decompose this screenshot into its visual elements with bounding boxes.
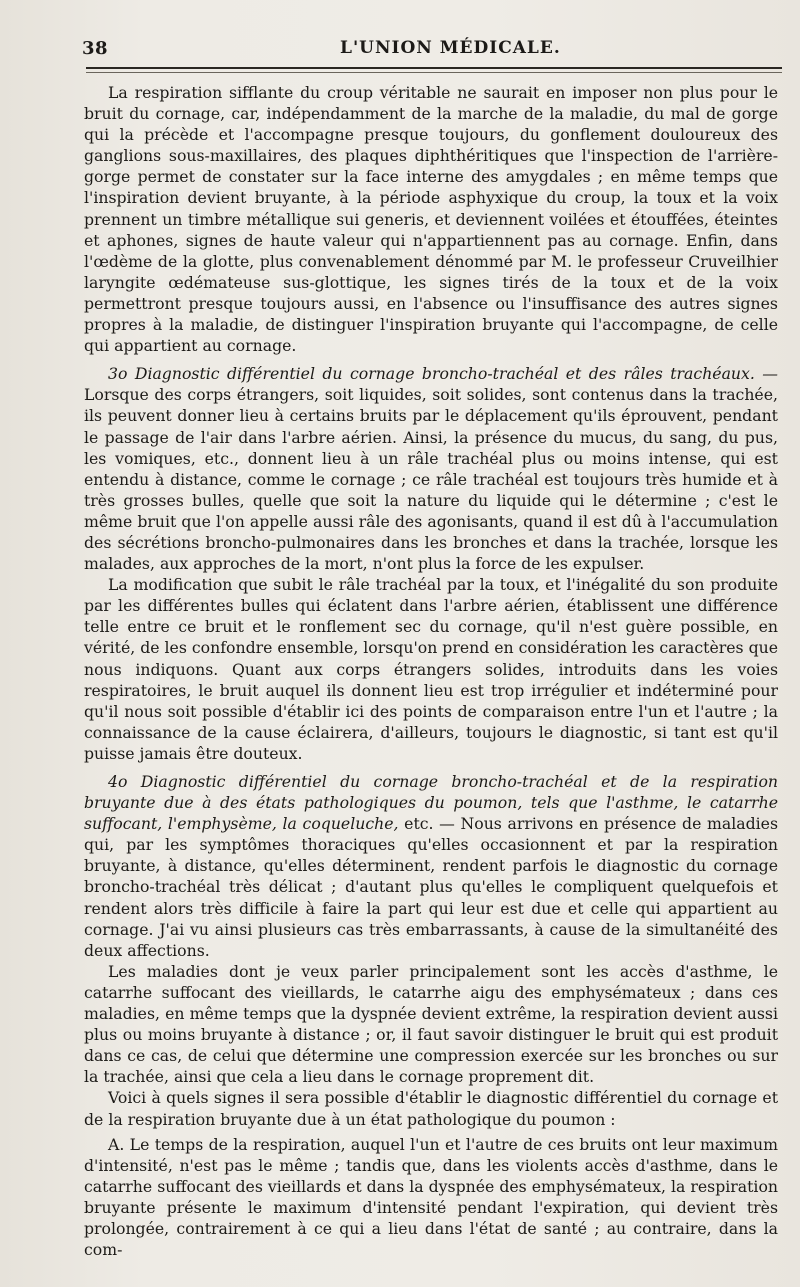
paragraph-text: etc. — Nous arrivons en présence de maladies qui, par les symptômes thoraciques qu'elles occasionnent et par la respiration bruyante, à distance, qu'elles déterminent, rendent parfois le diagnostic du cornage broncho-trachéal très délicat ; d'autant plus qu'elles le compliquent quelquefois et rendent alors très difficile à faire la part qui leur est due et celle qui appartient au cornage. J'ai vu ainsi plusieurs cas très embarrassants, à cause de la simultanéité des deux affections. [84,814,779,960]
section-heading-4: 4o Diagnostic différentiel du cornage broncho-trachéal et de la respiration bruyante due à des états pathologiques du poumon, tels que l'asthme, le catarrhe suffocant, l'emphysème, la coqueluche, [84,772,778,834]
paragraph-croup [84,82,778,356]
paragraph-text: La modification que subit le râle trachéal par la toux, et l'inégalité du son produite par les différentes bulles qui éclatent dans l'arbre aérien, établissent une différence telle entre ce bruit et le ronflement sec du cornage, qu'il n'est guère possible, en vérité, de les confondre ensemble, lorsqu'on prend en considération les caractères que nous indiquons. Quant aux corps étrangers solides, introduits dans les voies respiratoires, le bruit auquel ils donnent lieu est trop irrégulier et indéterminé pour qu'il nous soit possible d'établir ici des points de comparaison entre l'un et l'autre ; la connaissance de la cause éclairera, d'ailleurs, toujours le diagnostic, si tant est qu'il puisse jamais être douteux. [84,575,779,763]
page-number: 38 [82,38,109,59]
header-rule [86,67,782,69]
section-heading-3: 3o Diagnostic différentiel du cornage broncho-trachéal et des râles trachéaux. — [108,364,778,384]
paragraph-text: Les maladies dont je veux parler principalement sont les accès d'asthme, le catarrhe suffocant des vieillards, le catarrhe aigu des emphysémateux ; dans ces maladies, en même temps que la dyspnée devient extrême, la respiration devient aussi plus ou moins bruyante à distance ; or, il faut savoir distinguer le bruit qui est produit dans ce cas, de celui que détermine une compression exercée sur les bronches ou sur la trachée, ainsi que cela a lieu dans le cornage proprement dit. [84,961,778,1087]
paragraph-a [84,1134,778,1261]
paragraph-maladies [84,961,778,1088]
header-rule-thin [86,72,782,73]
running-title: L'UNION MÉDICALE. [340,38,561,58]
paragraph-text: A. Le temps de la respiration, auquel l'un et l'autre de ces bruits ont leur maximum d'intensité, n'est pas le même ; tandis que, dans les violents accès d'asthme, dans le catarrhe suffocant des vieillards et dans la dyspnée des emphysémateux, la respiration bruyante présente le maximum d'intensité pendant l'expiration, qui devient très prolongée, contrairement à ce qui a lieu dans l'état de santé ; au contraire, dans la com- [84,1134,778,1260]
paragraph-rale-tracheal [84,574,778,764]
page-header [82,36,782,66]
paragraph-section-3 [84,363,778,574]
paragraph-text: Voici à quels signes il sera possible d'établir le diagnostic différentiel du cornage et de la respiration bruyante due à un état pathologique du poumon : [84,1088,778,1129]
paragraph-signes [84,1087,778,1129]
body-text [84,82,778,1260]
paragraph-text: Lorsque des corps étrangers, soit liquides, soit solides, sont contenus dans la trachée, ils peuvent donner lieu à certains bruits par le déplacement qu'ils éprouvent, pendant le passage de l'air dans l'arbre aérien. Ainsi, la présence du mucus, du sang, du pus, les vomiques, etc., donnent lieu à un râle trachéal plus ou moins intense, qui est entendu à distance, comme le cornage ; ce râle trachéal est toujours très humide et à très grosses bulles, quelle que soit la nature du liquide qui le détermine ; c'est le même bruit que l'on appelle aussi râle des agonisants, quand il est dû à l'accumulation des sécrétions broncho-pulmonaires dans les bronches et dans la trachée, lorsque les malades, aux approches de la mort, n'ont plus la force de les expulser. [84,385,778,574]
paragraph-section-4 [84,771,778,961]
paragraph-text: La respiration sifflante du croup véritable ne saurait en imposer non plus pour le bruit du cornage, car, indépendamment de la marche de la maladie, du mal de gorge qui la précède et l'accompagne presque toujours, du gonflement douloureux des ganglions sous-maxillaires, des plaques diphthéritiques que l'inspection de l'arrière-gorge permet de constater sur la face interne des amygdales ; en même temps que l'inspiration devient bruyante, à la période asphyxique du croup, la toux et la voix prennent un timbre métallique sui generis, et deviennent voilées et étouffées, éteintes et aphones, signes de haute valeur qui n'appartiennent pas au cornage. Enfin, dans l'œdème de la glotte, plus convenablement dénommé par M. le professeur Cruveilhier laryngite œdémateuse sus-glottique, les signes tirés de la toux et de la voix permettront presque toujours aussi, en l'absence ou l'insuffisance des autres signes propres à la maladie, de distinguer l'inspiration bruyante qui l'accompagne, de celle qui appartient au cornage. [84,83,778,356]
